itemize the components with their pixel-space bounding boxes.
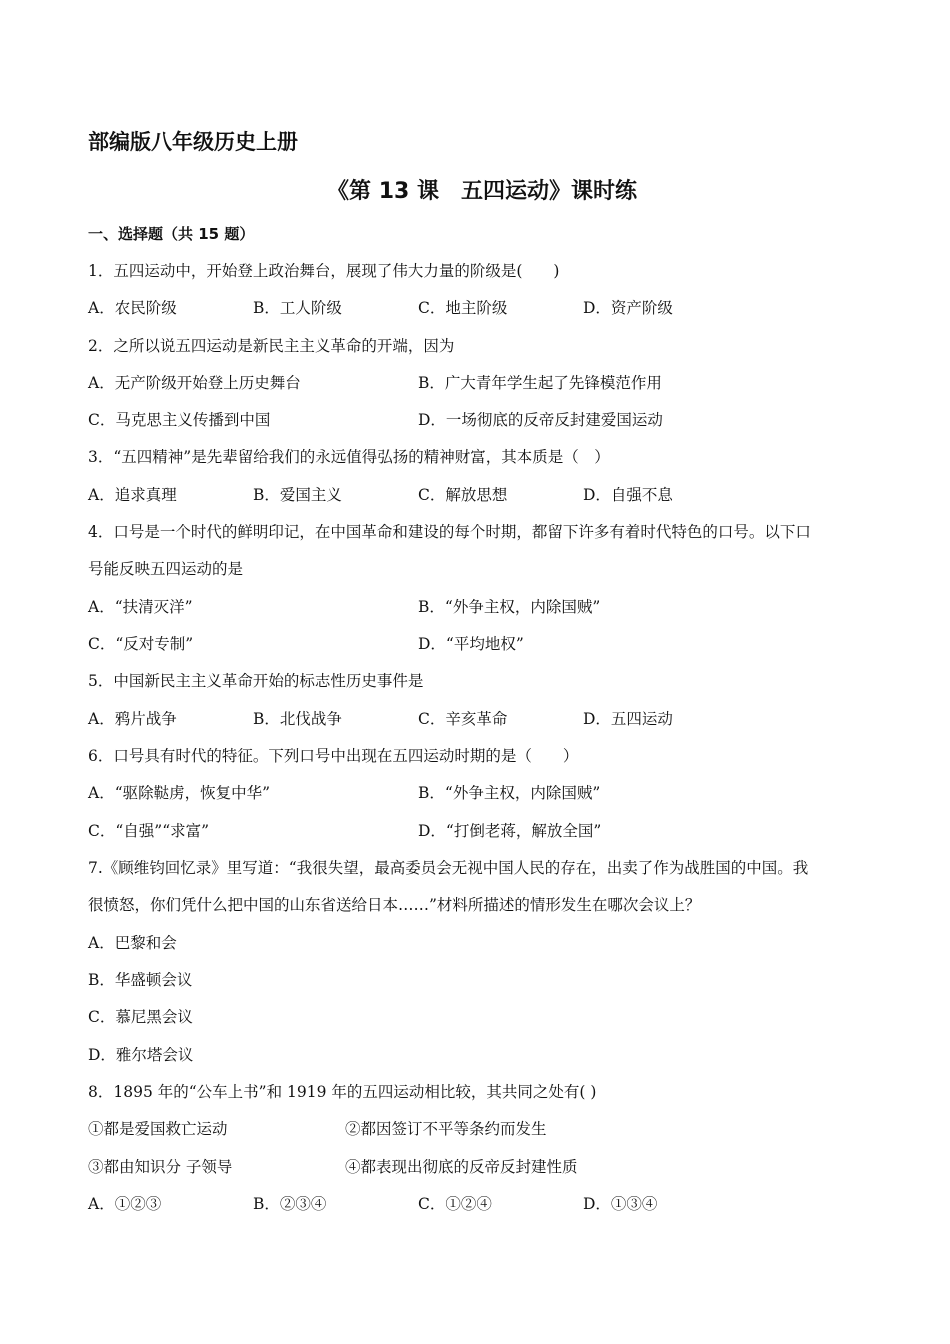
statement-4: ④都表现出彻底的反帝反封建性质 xyxy=(345,1158,578,1176)
option-b: B．广大青年学生起了先锋模范作用 xyxy=(418,374,662,392)
option-b: B．华盛顿会议 xyxy=(88,971,193,989)
option-b: B．“外争主权，内除国贼” xyxy=(418,598,601,616)
statement-2: ②都因签订不平等条约而发生 xyxy=(345,1120,547,1138)
question-stem: 7.《顾维钧回忆录》里写道：“我很失望，最高委员会无视中国人民的存在，出卖了作为战胜国的中国。我 xyxy=(88,859,809,877)
option-c: C．地主阶级 xyxy=(418,299,508,317)
option-b: B．②③④ xyxy=(253,1195,327,1213)
option-a: A．鸦片战争 xyxy=(88,710,177,728)
question-stem: 8．1895 年的“公车上书”和 1919 年的五四运动相比较，其共同之处有( ) xyxy=(88,1083,597,1101)
option-c: C．慕尼黑会议 xyxy=(88,1008,193,1026)
question-stem: 6．口号具有时代的特征。下列口号中出现在五四运动时期的是（ ） xyxy=(88,747,579,765)
question-stem-cont: 号能反映五四运动的是 xyxy=(88,560,244,578)
question-stem: 5．中国新民主主义革命开始的标志性历史事件是 xyxy=(88,672,424,690)
option-a: A．追求真理 xyxy=(88,486,177,504)
statement-1: ①都是爱国救亡运动 xyxy=(88,1120,228,1138)
option-b: B．北伐战争 xyxy=(253,710,342,728)
question-stem: 3．“五四精神”是先辈留给我们的永远值得弘扬的精神财富，其本质是（ ） xyxy=(88,448,610,466)
question-stem: 2．之所以说五四运动是新民主主义革命的开端，因为 xyxy=(88,337,455,355)
question-stem: 4．口号是一个时代的鲜明印记，在中国革命和建设的每个时期，都留下许多有着时代特色的口号。以下口 xyxy=(88,523,811,541)
option-a: A．①②③ xyxy=(88,1195,162,1213)
option-d: D．“打倒老蒋，解放全国” xyxy=(418,822,602,840)
option-d: D．自强不息 xyxy=(583,486,673,504)
option-c: C．“反对专制” xyxy=(88,635,194,653)
grade-title: 部编版八年级历史上册 xyxy=(88,130,298,154)
option-d: D．雅尔塔会议 xyxy=(88,1046,194,1064)
option-b: B．爱国主义 xyxy=(253,486,342,504)
statement-3: ③都由知识分 子领导 xyxy=(88,1158,233,1176)
question-stem: 1．五四运动中，开始登上政治舞台，展现了伟大力量的阶级是( ) xyxy=(88,262,560,280)
option-b: B．工人阶级 xyxy=(253,299,342,317)
question-stem-cont: 很愤怒，你们凭什么把中国的山东省送给日本……”材料所描述的情形发生在哪次会议上？ xyxy=(88,896,701,914)
option-d: D．五四运动 xyxy=(583,710,673,728)
option-d: D．一场彻底的反帝反封建爱国运动 xyxy=(418,411,663,429)
option-d: D．①③④ xyxy=(583,1195,658,1213)
option-d: D．“平均地权” xyxy=(418,635,524,653)
option-c: C．辛亥革命 xyxy=(418,710,508,728)
option-d: D．资产阶级 xyxy=(583,299,673,317)
option-a: A．“扶清灭洋” xyxy=(88,598,193,616)
option-c: C．①②④ xyxy=(418,1195,492,1213)
option-a: A．无产阶级开始登上历史舞台 xyxy=(88,374,301,392)
option-c: C．马克思主义传播到中国 xyxy=(88,411,271,429)
option-a: A．农民阶级 xyxy=(88,299,177,317)
option-a: A．巴黎和会 xyxy=(88,934,177,952)
lesson-title: 《第 13 课 五四运动》课时练 xyxy=(327,179,637,204)
option-c: C．“自强”“求富” xyxy=(88,822,210,840)
section-title: 一、选择题（共 15 题） xyxy=(88,225,255,243)
option-c: C．解放思想 xyxy=(418,486,508,504)
option-a: A．“驱除鞑虏，恢复中华” xyxy=(88,784,271,802)
option-b: B．“外争主权，内除国贼” xyxy=(418,784,601,802)
